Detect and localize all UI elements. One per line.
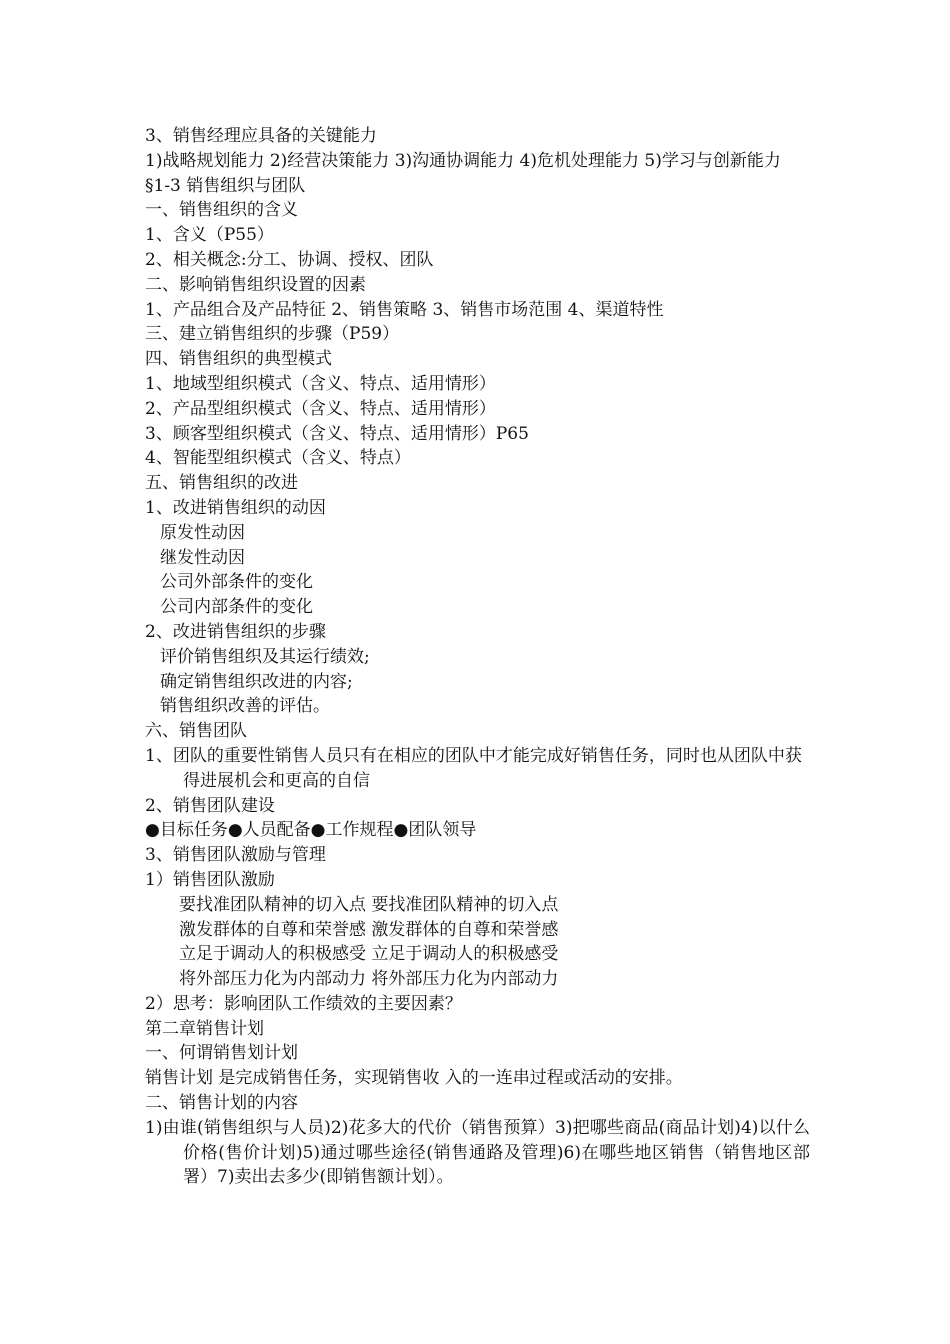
- sub-item: 评价销售组织及其运行绩效;: [160, 646, 370, 667]
- sub-item: 公司内部条件的变化: [160, 597, 313, 618]
- heading-org-models: 四、销售组织的典型模式: [145, 349, 332, 370]
- sub-item: 激发群体的自尊和荣誉感 激发群体的自尊和荣誉感: [179, 919, 559, 940]
- heading-org-factors: 二、影响销售组织设置的因素: [145, 274, 366, 295]
- heading-org-meaning: 一、销售组织的含义: [145, 200, 298, 221]
- sub-item: 公司外部条件的变化: [160, 572, 313, 593]
- heading-org-improvement: 五、销售组织的改进: [145, 473, 298, 494]
- list-item: 1）销售团队激励: [145, 869, 275, 890]
- heading-plan-contents: 二、销售计划的内容: [145, 1093, 298, 1114]
- list-item: 1、产品组合及产品特征 2、销售策略 3、销售市场范围 4、渠道特性: [145, 299, 664, 320]
- document-body: [145, 124, 810, 1190]
- section-heading-1-3: §1-3 销售组织与团队: [145, 175, 306, 196]
- sub-item: 确定销售组织改进的内容;: [160, 671, 353, 692]
- list-item: 2、产品型组织模式（含义、特点、适用情形）: [145, 398, 496, 419]
- sub-item: 立足于调动人的积极感受 立足于调动人的积极感受: [179, 944, 559, 965]
- bullet-list: ●目标任务●人员配备●工作规程●团队领导: [145, 820, 477, 841]
- list-item: 3、销售团队激励与管理: [145, 845, 326, 866]
- list-item: 1、含义（P55）: [145, 225, 274, 246]
- chapter-heading: 第二章销售计划: [145, 1018, 264, 1039]
- heading-what-is-plan: 一、何谓销售划计划: [145, 1043, 298, 1064]
- list-item: 2、相关概念:分工、协调、授权、团队: [145, 249, 434, 270]
- sub-item: 原发性动因: [160, 522, 245, 543]
- heading-org-steps: 三、建立销售组织的步骤（P59）: [145, 324, 400, 345]
- paragraph-plan-contents: 1)由谁(销售组织与人员)2)花多大的代价（销售预算）3)把哪些商品(商品计划)4)以什么价格(售价计划)5)通过哪些途径(销售通路及管理)6)在哪些地区销售（销售地区部署）7)卖出去多少(即销售额计划）。: [145, 1117, 810, 1188]
- sub-item: 销售组织改善的评估。: [160, 696, 330, 717]
- list-item: 4、智能型组织模式（含义、特点）: [145, 448, 411, 469]
- list-item: 2、销售团队建设: [145, 795, 275, 816]
- list-item: 3、顾客型组织模式（含义、特点、适用情形）P65: [145, 423, 529, 444]
- paragraph-plan-definition: 销售计划 是完成销售任务，实现销售收 入的一连串过程或活动的安排。: [145, 1068, 683, 1089]
- heading-sales-team: 六、销售团队: [145, 721, 247, 742]
- list-item: 2）思考：影响团队工作绩效的主要因素？: [145, 993, 462, 1014]
- paragraph-team-importance: 1、团队的重要性销售人员只有在相应的团队中才能完成好销售任务，同时也从团队中获得进展机会和更高的自信: [145, 745, 802, 791]
- list-item: 1、地域型组织模式（含义、特点、适用情形）: [145, 373, 496, 394]
- sub-item: 继发性动因: [160, 547, 245, 568]
- sub-item: 要找准团队精神的切入点 要找准团队精神的切入点: [179, 894, 559, 915]
- heading-key-abilities: 3、销售经理应具备的关键能力: [145, 126, 377, 146]
- list-item: 1、改进销售组织的动因: [145, 497, 326, 518]
- paragraph-abilities-list: 1)战略规划能力 2)经营决策能力 3)沟通协调能力 4)危机处理能力 5)学习与创新能力: [145, 150, 781, 171]
- sub-item: 将外部压力化为内部动力 将外部压力化为内部动力: [179, 969, 559, 990]
- list-item: 2、改进销售组织的步骤: [145, 621, 326, 642]
